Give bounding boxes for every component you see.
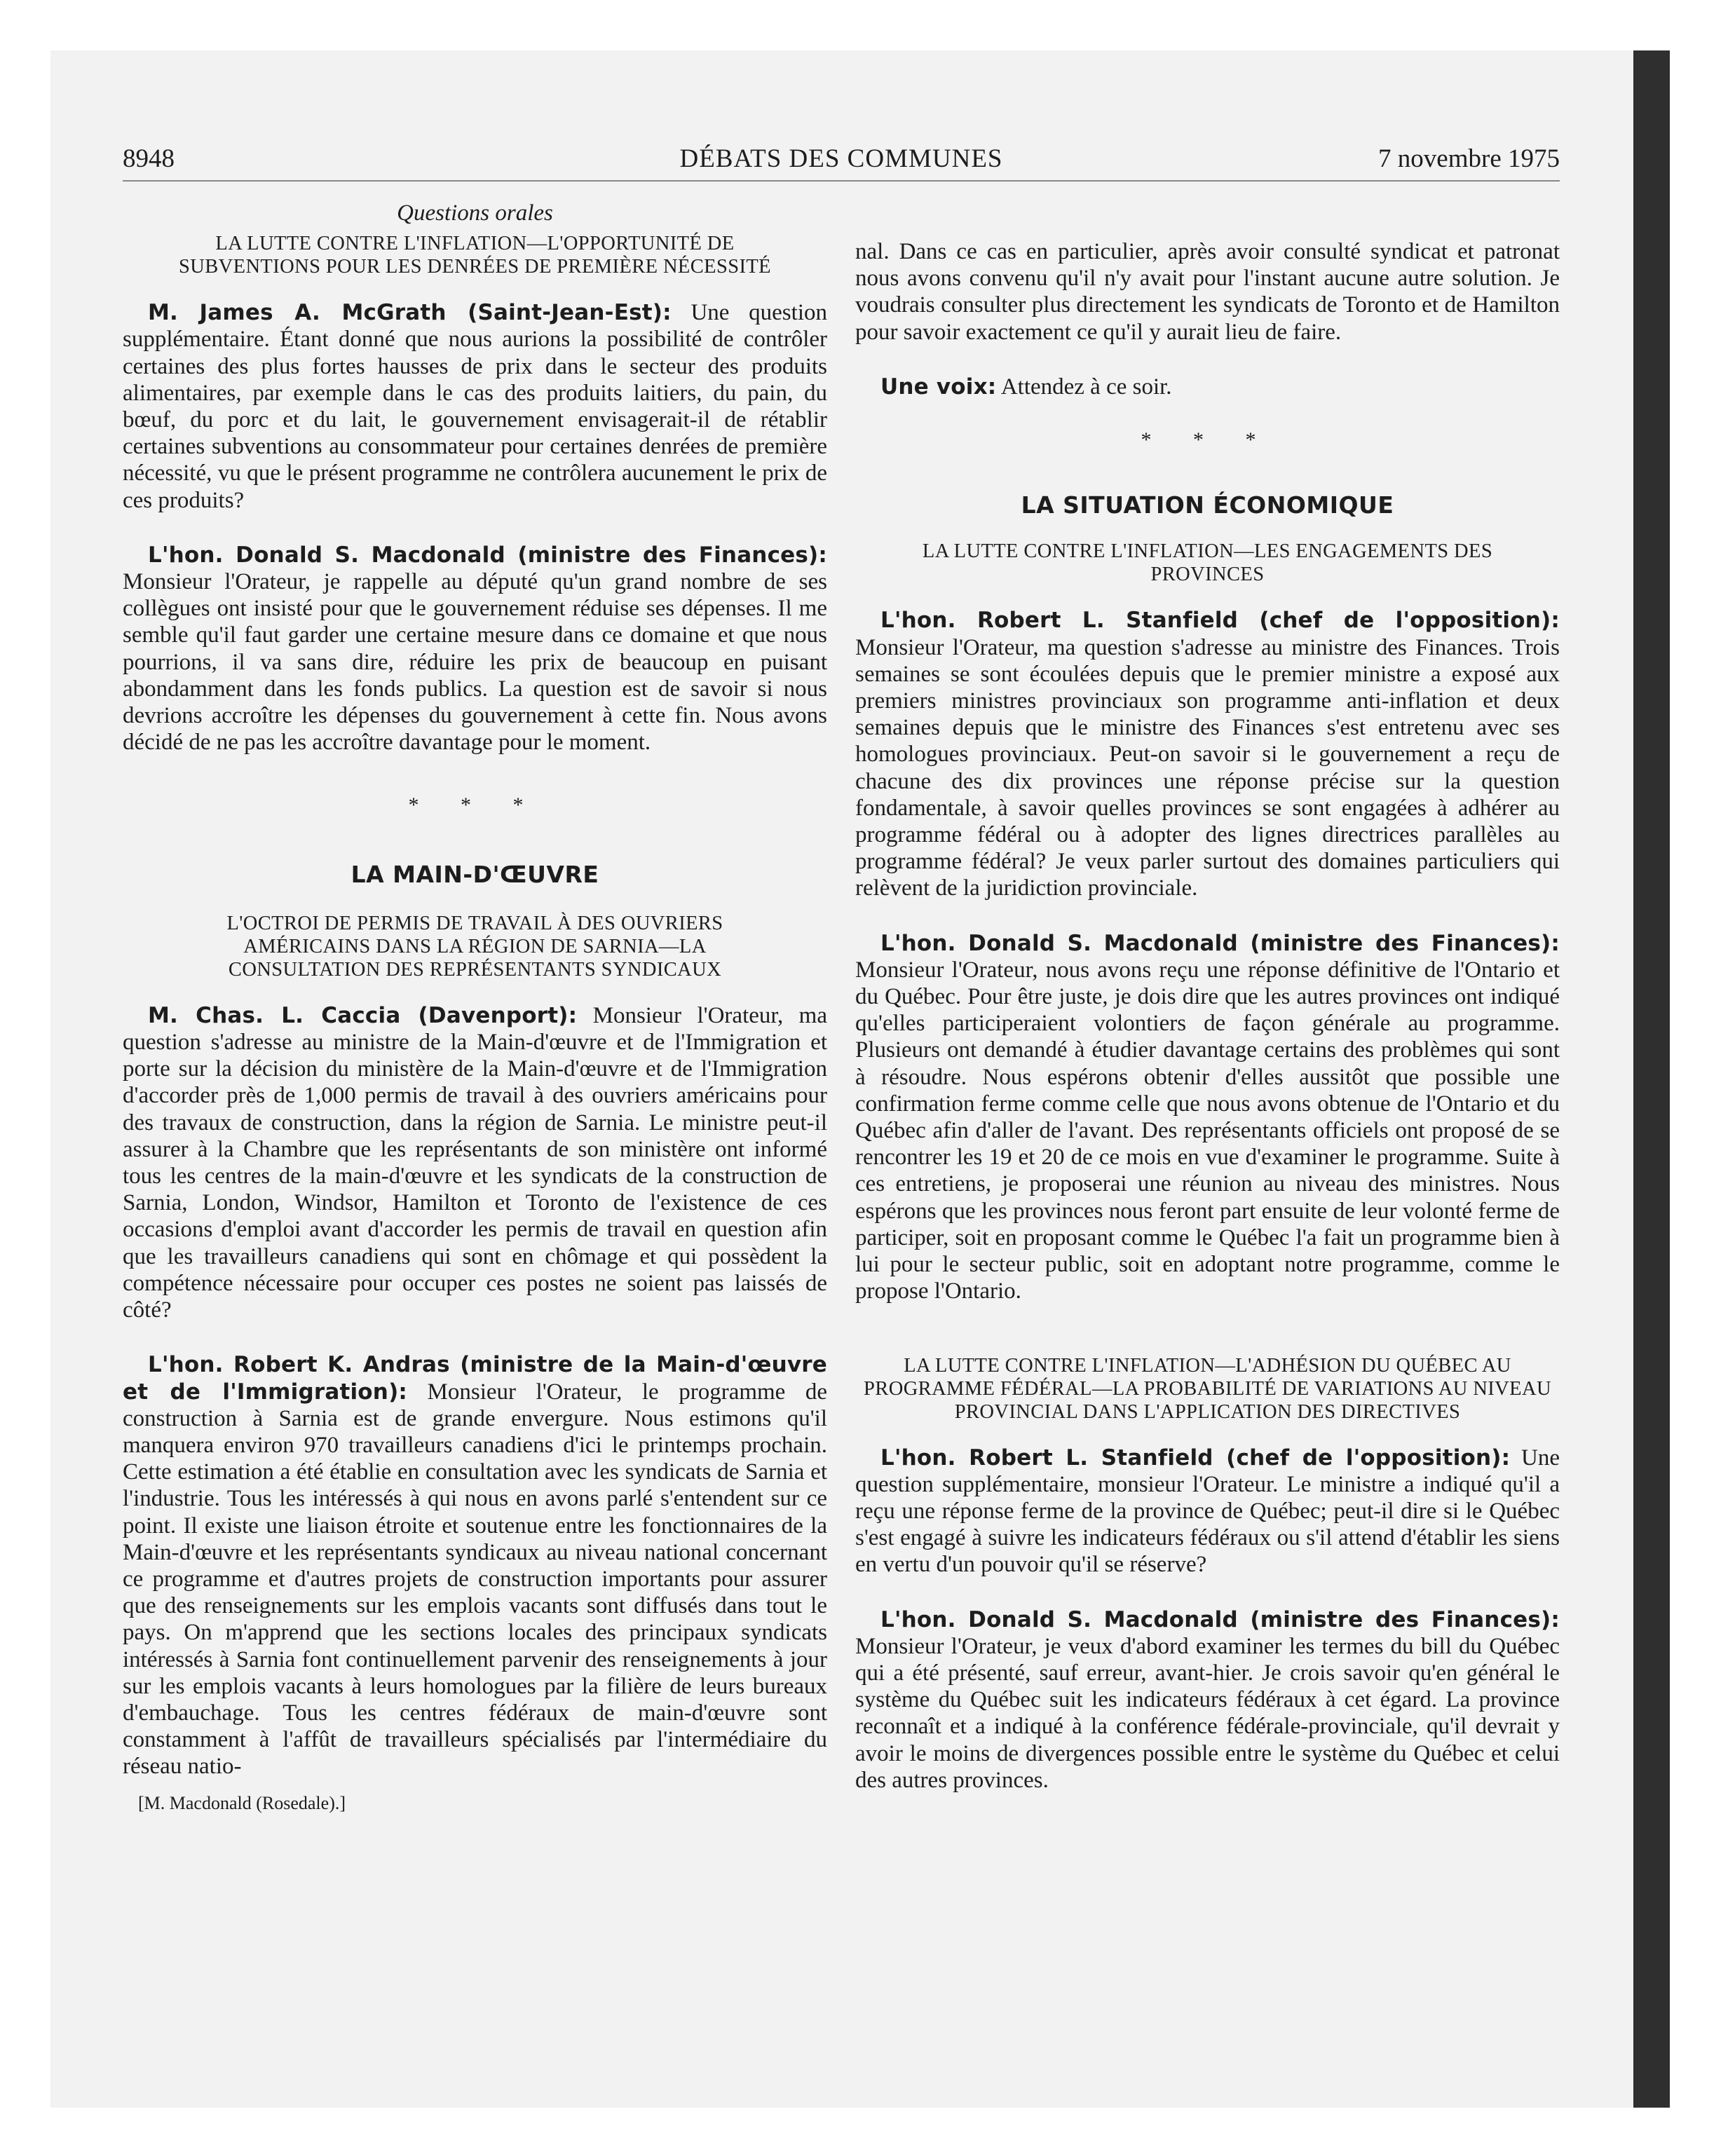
speech-paragraph	[855, 1445, 1560, 1578]
page-header	[123, 144, 1560, 182]
speaker-name: L'hon. Donald S. Macdonald (ministre des Finances):	[880, 930, 1560, 956]
speech-paragraph	[855, 1606, 1560, 1794]
speech-text: Monsieur l'Orateur, je rappelle au député qu'un grand nombre de ses collègues ont insisté pour que le gouvernement réduise ses dépenses. Il me semble qu'il faut garder une certaine mesure dans ce domaine et que nous pourrions, il va sans dire, réduire les prix de beaucoup en puisant abondamment dans les fonds publics. La question est de savoir si nous devrions accroître les dépenses du gouvernement à cette fin. Nous avons décidé de ne pas les accroître davantage pour le moment.	[123, 569, 827, 756]
section-heading: LA MAIN-D'ŒUVRE	[351, 860, 599, 888]
speaker-name: M. Chas. L. Caccia (Davenport):	[148, 1002, 578, 1028]
publication-title: DÉBATS DES COMMUNES	[679, 144, 1003, 173]
speaker-name: L'hon. Robert K. Andras (ministre de la Main-d'œuvre et de l'Immigration):	[123, 1352, 827, 1405]
scan-edge-bar	[1633, 50, 1670, 2108]
page-number: 8948	[123, 144, 175, 173]
speaker-name: L'hon. Donald S. Macdonald (ministre des Finances):	[880, 1606, 1560, 1632]
speech-text: Une question supplémentaire, monsieur l'Orateur. Le ministre a indiqué qu'il a reçu une réponse ferme de la province de Québec; peut-il dire si le Québec s'est engagé à suivre les indicateurs fédéraux ou s'il attend d'établir les siens en vertu d'un pouvoir qu'il se réserve?	[855, 1445, 1560, 1578]
speech-text: Attendez à ce soir.	[996, 374, 1172, 400]
speaker-name: M. James A. McGrath (Saint-Jean-Est):	[148, 300, 672, 326]
speech-text: Monsieur l'Orateur, ma question s'adresse au ministre de la Main-d'œuvre et de l'Immigration et porte sur la décision du ministère de la Main-d'œuvre et de l'Immigration d'accorder près de 1,000 permis de travail à des ouvriers américains pour des travaux de construction, dans la région de Sarnia. Le ministre peut-il assurer à la Chambre que les représentants de son ministère ont informé tous les centres de la main-d'œuvre et les syndicats de la construction de Sarnia, London, Windsor, Hamilton et Toronto de l'existence de ces occasions d'emploi avant d'accorder les permis de travail en question afin que les travailleurs canadiens qui sont en chômage et qui possèdent la compétence nécessaire pour occuper ces postes ne soient pas laissés de côté?	[123, 1002, 827, 1323]
page-date: 7 novembre 1975	[1378, 144, 1560, 173]
subject-heading: L'OCTROI DE PERMIS DE TRAVAIL À DES OUVRIERS AMÉRICAINS DANS LA RÉGION DE SARNIA—LA CONSULTATION DES REPRÉSENTANTS SYNDICAUX	[226, 912, 723, 981]
speech-text: Monsieur l'Orateur, je veux d'abord examiner les termes du bill du Québec qui a été présenté, sauf erreur, avant-hier. Je crois savoir qu'en général le système du Québec suit les indicateurs fédéraux à cet égard. La province reconnaît et a indiqué à la conférence fédérale-provinciale, qu'il devrait y avoir le moins de divergences possible entre le système du Québec et celui des autres provinces.	[855, 1633, 1560, 1793]
section-heading: LA SITUATION ÉCONOMIQUE	[1021, 491, 1394, 519]
speech-paragraph	[123, 542, 827, 756]
speech-paragraph	[123, 1002, 827, 1323]
speech-text: Une question supplémentaire. Étant donné que nous aurions la possibilité de contrôler certaines des plus fortes hausses de prix dans le secteur des produits alimentaires, par exemple dans le cas des produits laitiers, du pain, du bœuf, du porc et du lait, le gouvernement envisagerait-il de rétablir certaines subventions au consommateur pour certaines denrées de première nécessité, vu que le présent programme ne contrôlera aucunement le prix de ces produits?	[123, 300, 827, 513]
footnote: [M. Macdonald (Rosedale).]	[138, 1792, 346, 1813]
speech-text: nal. Dans ce cas en particulier, après avoir consulté syndicat et patronat nous avons convenu qu'il n'y avait pour l'instant aucune autre solution. Je voudrais consulter plus directement les syndicats de Toronto et de Hamilton pour savoir exactement ce qu'il y aurait lieu de faire.	[855, 239, 1560, 345]
subject-heading: LA LUTTE CONTRE L'INFLATION—L'ADHÉSION DU QUÉBEC AU PROGRAMME FÉDÉRAL—LA PROBABILITÉ DE VARIATIONS AU NIVEAU PROVINCIAL DANS L'APPLICATION DES DIRECTIVES	[864, 1354, 1551, 1423]
speech-text: Monsieur l'Orateur, ma question s'adresse au ministre des Finances. Trois semaines se sont écoulées depuis que le premier ministre a exposé aux premiers ministres provinciaux son programme anti-inflation et deux semaines depuis que le ministre des Finances s'est entretenu avec ses homologues provinciaux. Peut-on savoir si le gouvernement a reçu de chacune des dix provinces une réponse précise sur la question fondamentale, à savoir quelles provinces se sont engagées à adhérer au programme fédéral ou à adopter des lignes directrices parallèles au programme fédéral? Je veux parler surtout des domaines particuliers qui relèvent de la juridiction provinciale.	[855, 634, 1560, 901]
speech-paragraph	[123, 299, 827, 514]
speaker-name: L'hon. Robert L. Stanfield (chef de l'opposition):	[880, 1445, 1511, 1471]
subject-heading: LA LUTTE CONTRE L'INFLATION—L'OPPORTUNITÉ DE SUBVENTIONS POUR LES DENRÉES DE PREMIÈRE NÉCESSITÉ	[179, 233, 771, 278]
speech-text: Monsieur l'Orateur, nous avons reçu une réponse définitive de l'Ontario et du Québec. Pour être juste, je dois dire que les autres provinces ont indiqué qu'elles participeraient volontiers de façon générale au programme. Plusieurs ont demandé à étudier davantage certains des problèmes qui sont à résoudre. Nous espérons obtenir d'elles aussitôt que possible une confirmation ferme comme celle que nous avons obtenue de l'Ontario et du Québec afin d'aller de l'avant. Des représentants officiels ont proposé de se rencontrer les 19 et 20 de ce mois en vue d'examiner le programme. Suite à ces entretiens, je proposerai une réunion au niveau des ministres. Nous espérons que les provinces nous feront part ensuite de leur volonté ferme de participer, soit en proposant comme le Québec l'a fait un programme bien à lui pour le secteur public, soit en adoptant notre programme, comme le propose l'Ontario.	[855, 957, 1560, 1304]
section-label: Questions orales	[397, 200, 553, 226]
speech-paragraph	[123, 1351, 827, 1780]
speaker-name: Une voix:	[880, 374, 997, 400]
speech-paragraph	[855, 607, 1560, 901]
subject-heading: LA LUTTE CONTRE L'INFLATION—LES ENGAGEMENTS DES PROVINCES	[922, 540, 1493, 586]
speech-paragraph	[855, 374, 1560, 400]
speaker-name: L'hon. Robert L. Stanfield (chef de l'opposition):	[880, 608, 1560, 634]
section-separator: * * *	[1141, 428, 1274, 452]
right-column	[855, 200, 1560, 1794]
speech-paragraph	[855, 238, 1560, 346]
section-separator: * * *	[408, 793, 542, 817]
speaker-name: L'hon. Donald S. Macdonald (ministre des Finances):	[148, 542, 827, 568]
left-column	[123, 200, 827, 1817]
speech-text: Monsieur l'Orateur, le programme de construction à Sarnia est de grande envergure. Nous estimons qu'il manquera environ 970 travailleurs canadiens d'ici le printemps prochain. Cette estimation a été établie en consultation avec les syndicats de Sarnia et l'industrie. Tous les intéressés à qui nous en avons parlé s'entendent sur ce point. Il existe une liaison étroite et soutenue entre les fonctionnaires de la Main-d'œuvre et les représentants syndicaux au niveau national concernant ce programme et d'autres projets de construction importants pour assurer que des renseignements sur les emplois vacants sont diffusés dans tout le pays. On m'apprend que les sections locales des principaux syndicats intéressés à Sarnia font continuellement parvenir des renseignements à jour sur les emplois vacants à leurs homologues par la filière de leurs bureaux d'embauchage. Tous les centres fédéraux de main-d'œuvre sont constamment à l'affût de travailleurs spécialisés par l'intermédiaire du réseau natio-	[123, 1379, 827, 1780]
speech-paragraph	[855, 930, 1560, 1305]
